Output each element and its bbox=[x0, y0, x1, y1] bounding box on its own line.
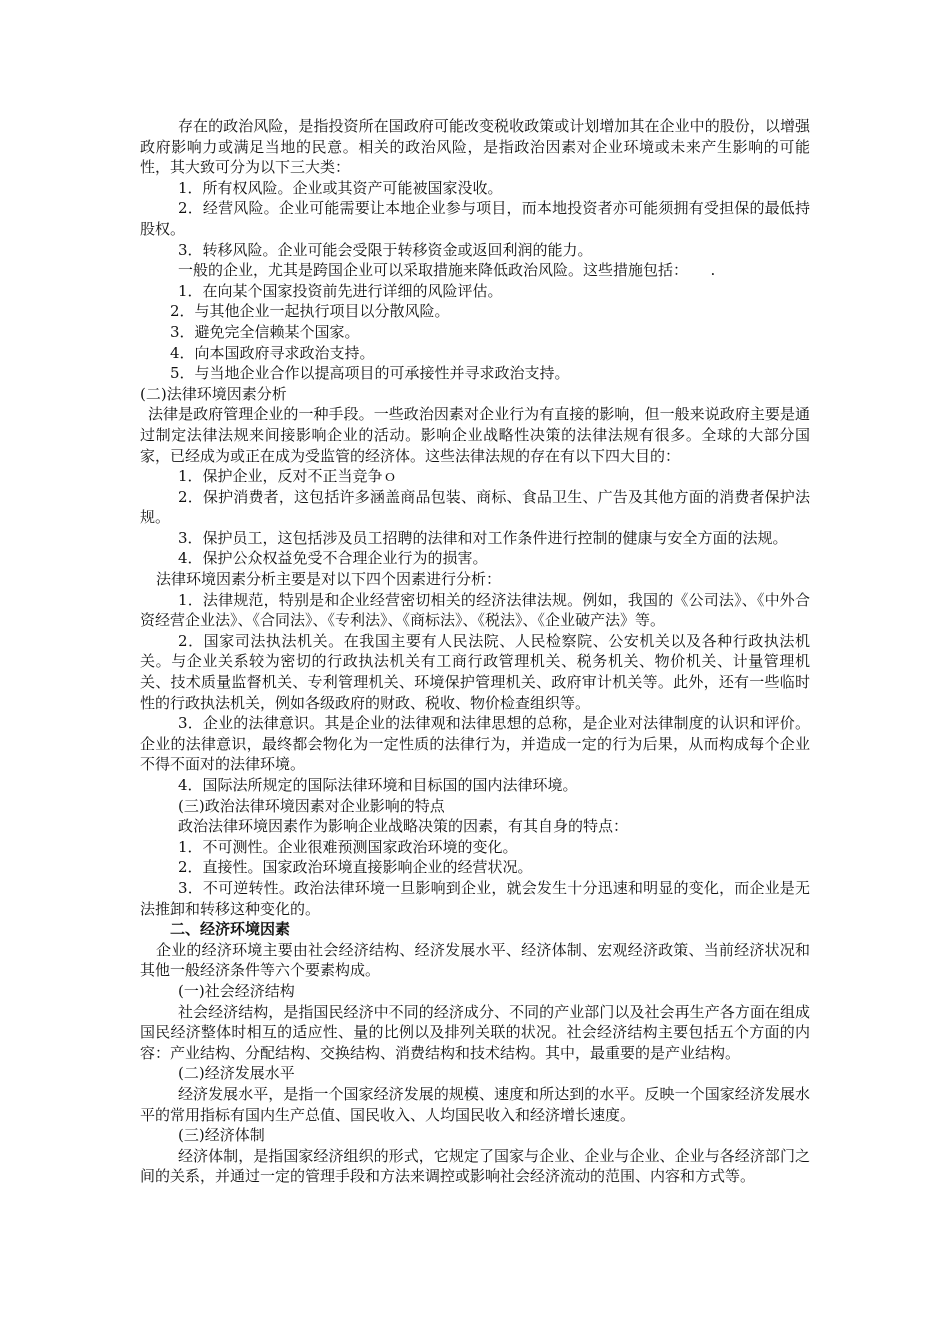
list-item: 3．企业的法律意识。其是企业的法律观和法律思想的总称，是企业对法律制度的认识和评价。企业的法律意识，最终都会物化为一定性质的法律行为，并造成一定的行为后果，从而构成每个企业不得不面对的法律环境。 bbox=[140, 714, 810, 774]
list-item: 5．与当地企业合作以提高项目的可承接性并寻求政治支持。 bbox=[170, 364, 570, 383]
section-heading-development-level: (二)经济发展水平 bbox=[178, 1064, 295, 1083]
paragraph-social-economic-structure: 社会经济结构，是指国民经济中不同的经济成分、不同的产业部门以及社会再生产各方面在组成国民经济整体时相互的适应性、量的比例以及排列关联的状况。社会经济结构主要包括五个方面的内容：产业结构、分配结构、交换结构、消费结构和技术结构。其中，最重要的是产业结构。 bbox=[140, 1002, 810, 1062]
list-item: 4．向本国政府寻求政治支持。 bbox=[170, 343, 375, 362]
list-item: 2．经营风险。企业可能需要让本地企业参与项目，而本地投资者亦可能须拥有受担保的最低持股权。 bbox=[140, 199, 810, 238]
section-heading-economic-system: (三)经济体制 bbox=[178, 1126, 265, 1145]
list-item: 3．避免完全信赖某个国家。 bbox=[170, 322, 360, 341]
list-item: 4．国际法所规定的国际法律环境和目标国的国内法律环境。 bbox=[178, 776, 578, 794]
paragraph-characteristics-intro: 政治法律环境因素作为影响企业战略决策的因素，有其自身的特点： bbox=[178, 817, 629, 836]
list-item: 3．不可逆转性。政治法律环境一旦影响到企业，就会发生十分迅速和明显的变化，而企业是无法推卸和转移这种变化的。 bbox=[140, 878, 810, 918]
paragraph-development-level: 经济发展水平，是指一个国家经济发展的规模、速度和所达到的水平。反映一个国家经济发展水平的常用指标有国内生产总值、国民收入、人均国民收入和经济增长速度。 bbox=[140, 1084, 810, 1124]
list-item: 3．保护员工，这包括涉及员工招聘的法律和对工作条件进行控制的健康与安全方面的法规。 bbox=[178, 528, 788, 547]
paragraph-measures-intro: 一般的企业，尤其是跨国企业可以采取措施来降低政治风险。这些措施包括： . bbox=[178, 261, 716, 280]
paragraph-economic-intro: 企业的经济环境主要由社会经济结构、经济发展水平、经济体制、宏观经济政策、当前经济状况和其他一般经济条件等六个要素构成。 bbox=[140, 940, 810, 980]
paragraph-economic-system: 经济体制，是指国家经济组织的形式，它规定了国家与企业、企业与企业、企业与各经济部门之间的关系，并通过一定的管理手段和方法来调控或影响社会经济流动的范围、内容和方式等。 bbox=[140, 1146, 810, 1186]
list-item: 2．直接性。国家政治环境直接影响企业的经营状况。 bbox=[178, 858, 533, 877]
list-item: 1．保护企业，反对不正当竞争ｏ bbox=[178, 467, 398, 486]
list-item: 4．保护公众权益免受不合理企业行为的损害。 bbox=[178, 549, 488, 568]
list-item: 2．保护消费者，这包括许多涵盖商品包装、商标、食品卫生、广告及其他方面的消费者保护法规。 bbox=[140, 487, 810, 527]
document-body bbox=[140, 116, 810, 1187]
list-item: 2．与其他企业一起执行项目以分散风险。 bbox=[170, 302, 450, 321]
section-heading-characteristics: (三)政治法律环境因素对企业影响的特点 bbox=[178, 796, 445, 815]
list-item: 1．在向某个国家投资前先进行详细的风险评估。 bbox=[178, 281, 503, 300]
list-item: 3．转移风险。企业可能会受限于转移资金或返回利润的能力。 bbox=[178, 240, 593, 259]
paragraph-legal-analysis: 法律环境因素分析主要是对以下四个因素进行分析： bbox=[156, 570, 502, 589]
list-item: 2．国家司法执法机关。在我国主要有人民法院、人民检察院、公安机关以及各种行政执法机关。与企业关系较为密切的行政执法机关有工商行政管理机关、税务机关、物价机关、计量管理机关、技术质量监督机关、专利管理机关、环境保护管理机关、政府审计机关等。此外，还有一些临时性的行政执法机关，例如各级政府的财政、税收、物价检查组织等。 bbox=[140, 631, 810, 712]
section-heading-social-economic-structure: (一)社会经济结构 bbox=[178, 981, 295, 1000]
list-item: 1．不可测性。企业很难预测国家政治环境的变化。 bbox=[178, 837, 518, 856]
paragraph-political-risk-intro: 存在的政治风险，是指投资所在国政府可能改变税收政策或计划增加其在企业中的股份，以增强政府影响力或满足当地的民意。相关的政治风险，是指政治因素对企业环境或未来产生影响的可能性，其大致可分为以下三大类： bbox=[140, 117, 810, 177]
chapter-heading-economic: 二、经济环境因素 bbox=[170, 920, 291, 939]
paragraph-law-intro: 法律是政府管理企业的一种手段。一些政治因素对企业行为有直接的影响，但一般来说政府主要是通过制定法律法规来间接影响企业的活动。影响企业战略性决策的法律法规有很多。全球的大部分国家，已经成为或正在成为受监管的经济体。这些法律法规的存在有以下四大目的： bbox=[140, 405, 810, 465]
list-item: 1．所有权风险。企业或其资产可能被国家没收。 bbox=[178, 178, 503, 197]
list-item: 1．法律规范，特别是和企业经营密切相关的经济法律法规。例如，我国的《公司法》、《中外合资经营企业法》、《合同法》、《专利法》、《商标法》、《税法》、《企业破产法》等。 bbox=[140, 590, 810, 630]
section-heading-legal: (二)法律环境因素分析 bbox=[140, 384, 287, 403]
